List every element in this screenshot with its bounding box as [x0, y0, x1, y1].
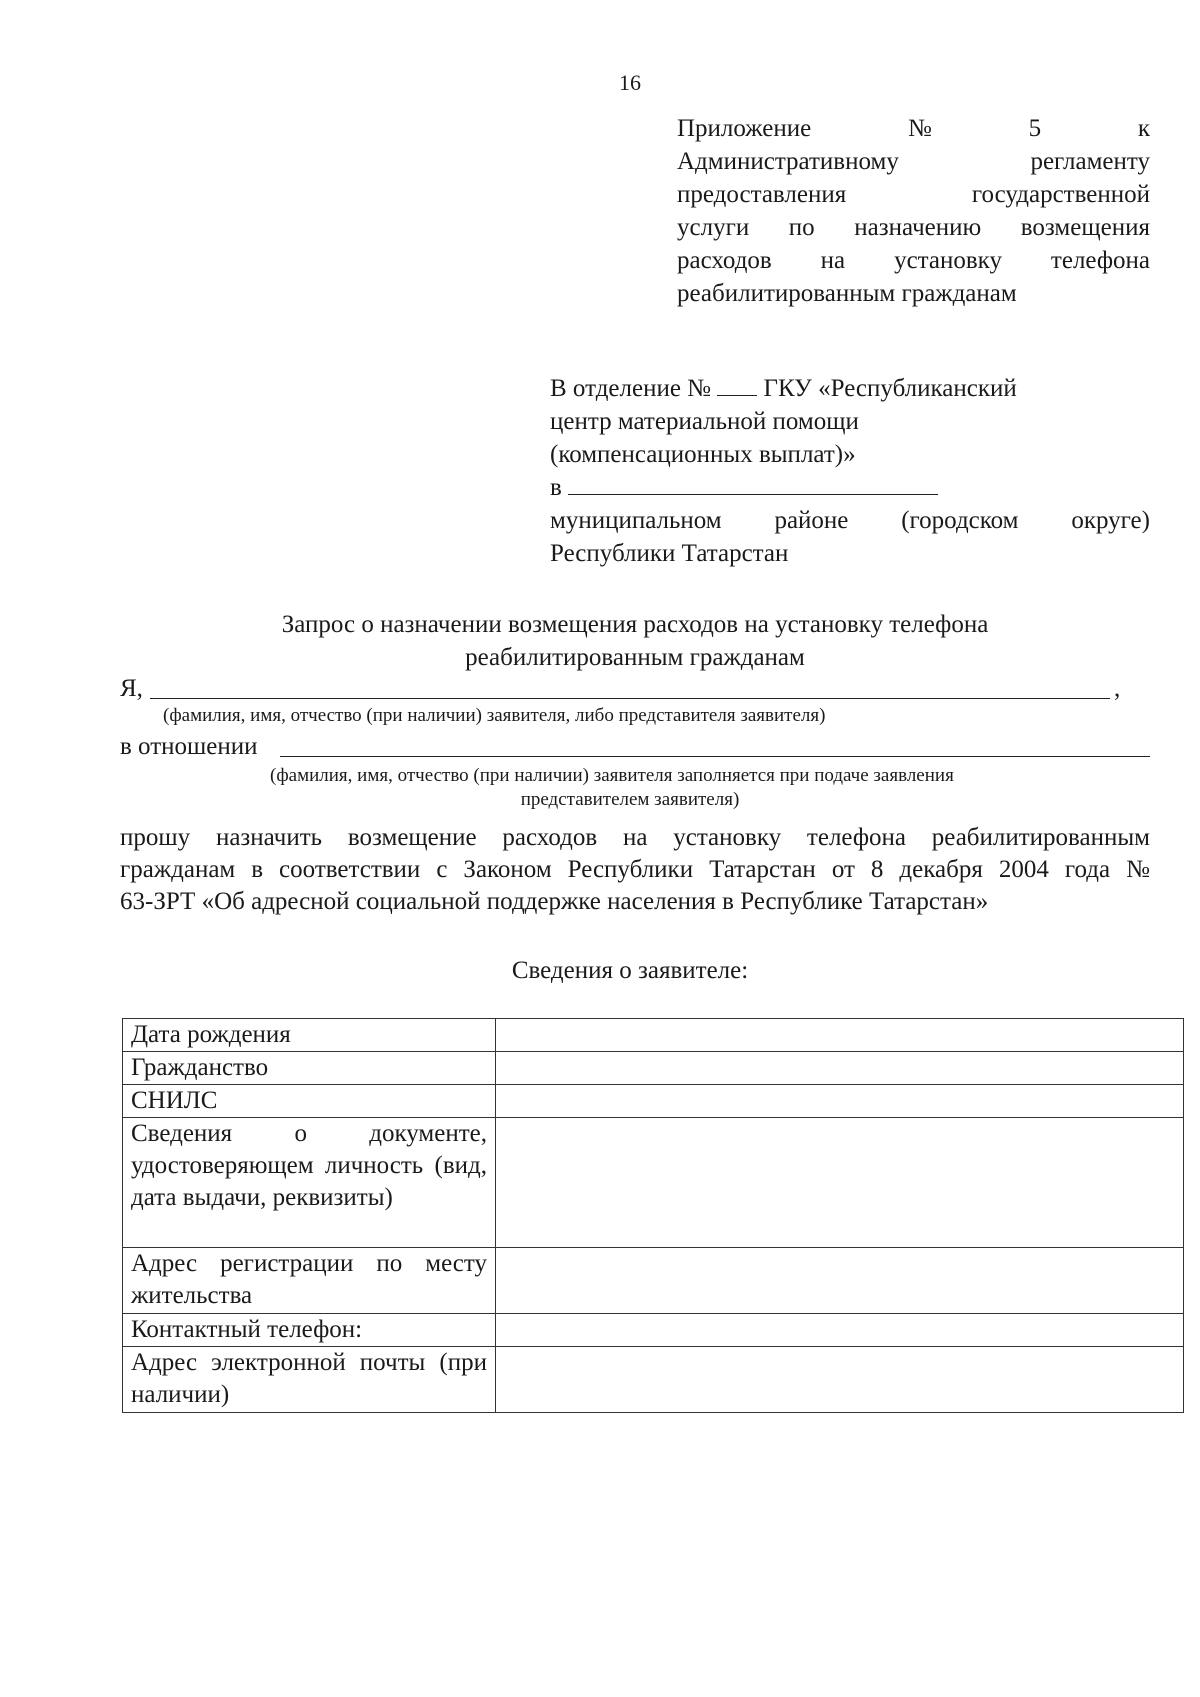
appendix-word: 5 — [1028, 115, 1042, 142]
request-word: года — [1064, 856, 1111, 883]
appendix-line — [677, 211, 1150, 244]
appendix-block — [677, 112, 1150, 310]
request-word: декабря — [899, 856, 983, 883]
applicant-hint: (фамилия, имя, отчество (при наличии) заявителя, либо представителя заявителя) — [163, 705, 826, 726]
applicant-line — [120, 675, 1150, 705]
addressee-line — [550, 471, 1150, 504]
row-value-cell[interactable] — [496, 1019, 1184, 1052]
page-number: 16 — [619, 70, 641, 95]
request-word: прошу — [120, 824, 191, 851]
table-row — [123, 1052, 1184, 1085]
relation-prefix: в отношении — [120, 733, 258, 760]
addressee-institution: ГКУ «Республиканский — [763, 375, 1017, 402]
appendix-word: № — [907, 115, 932, 142]
relation-hint: (фамилия, имя, отчество (при наличии) заявителя заполняется при подаче заявления — [270, 765, 954, 786]
row-label: Адрес регистрации по месту жительства — [123, 1248, 496, 1314]
request-word: Татарстан — [709, 856, 816, 883]
row-value-cell[interactable] — [496, 1248, 1184, 1314]
request-word: от — [831, 856, 855, 883]
row-value-cell[interactable] — [496, 1347, 1184, 1413]
addressee-word: (городском — [901, 507, 1019, 534]
request-line: 63-ЗРТ «Об адресной социальной поддержке населения в Республике Татарстан» — [120, 888, 989, 915]
request-word: расходов — [502, 824, 598, 851]
request-word: установку — [673, 824, 782, 851]
row-value-cell[interactable] — [496, 1052, 1184, 1085]
appendix-word: предоставления — [677, 181, 847, 208]
relation-hint: представителем заявителя) — [520, 789, 740, 810]
request-word: в — [251, 856, 264, 883]
addressee-word: районе — [774, 507, 849, 534]
addressee-block — [550, 372, 1150, 570]
addressee-word: муниципальном — [550, 507, 722, 534]
request-line — [120, 822, 1150, 854]
request-word: телефона — [806, 824, 906, 851]
title-line: реабилитированным гражданам — [465, 644, 805, 671]
request-word: гражданам — [120, 856, 236, 883]
appendix-line: реабилитированным гражданам — [677, 280, 1017, 307]
appendix-line — [677, 112, 1150, 145]
appendix-word: установку — [894, 247, 1002, 274]
row-value-cell[interactable] — [496, 1118, 1184, 1248]
appendix-word: возмещения — [1020, 214, 1150, 241]
addressee-word: округе) — [1071, 507, 1150, 534]
row-label: СНИЛС — [123, 1085, 496, 1118]
appendix-word: назначению — [854, 214, 982, 241]
table-row — [123, 1085, 1184, 1118]
addressee-line: центр материальной помощи — [550, 408, 859, 435]
request-word: возмещение — [347, 824, 477, 851]
row-value-cell[interactable] — [496, 1314, 1184, 1347]
request-word: соответствии — [279, 856, 421, 883]
request-paragraph — [120, 822, 1150, 918]
request-word: на — [622, 824, 648, 851]
row-label: Контактный телефон: — [123, 1314, 496, 1347]
applicant-name-field[interactable] — [150, 678, 1110, 699]
addressee-line — [550, 504, 1150, 537]
request-word: 8 — [870, 856, 884, 883]
request-word: реабилитированным — [931, 824, 1150, 851]
row-label: Гражданство — [123, 1052, 496, 1085]
row-label: Сведения о документе, удостоверяющем личность (вид, дата выдачи, реквизиты) — [123, 1118, 496, 1248]
department-number-field[interactable] — [717, 375, 757, 396]
request-word: № — [1126, 856, 1150, 883]
table-row — [123, 1347, 1184, 1413]
row-value-cell[interactable] — [496, 1085, 1184, 1118]
appendix-word: государственной — [971, 181, 1150, 208]
addressee-line: (компенсационных выплат)» — [550, 441, 856, 468]
appendix-word: Приложение — [677, 115, 812, 142]
district-field[interactable] — [568, 474, 938, 495]
appendix-word: расходов — [677, 247, 772, 274]
table-row — [123, 1248, 1184, 1314]
request-word: с — [436, 856, 448, 883]
table-row — [123, 1314, 1184, 1347]
title-line: Запрос о назначении возмещения расходов на установку телефона — [281, 611, 989, 638]
table-row — [123, 1019, 1184, 1052]
applicant-suffix: , — [1114, 675, 1121, 702]
applicant-prefix: Я, — [120, 675, 143, 702]
appendix-word: на — [820, 247, 846, 274]
appendix-word: Административному — [677, 148, 899, 175]
row-label: Дата рождения — [123, 1019, 496, 1052]
appendix-word: по — [788, 214, 815, 241]
document-title — [120, 608, 1150, 674]
request-word: Республики — [567, 856, 694, 883]
appendix-line — [677, 244, 1150, 277]
appendix-line — [677, 145, 1150, 178]
request-word: назначить — [215, 824, 323, 851]
addressee-department-label: В отделение № — [550, 375, 712, 402]
row-label: Адрес электронной почты (при наличии) — [123, 1347, 496, 1413]
relation-name-field[interactable] — [280, 736, 1150, 757]
relation-line — [120, 733, 1150, 763]
addressee-in-label: в — [550, 474, 562, 501]
addressee-line — [550, 372, 1150, 405]
addressee-line: Республики Татарстан — [550, 540, 789, 567]
appendix-word: телефона — [1050, 247, 1150, 274]
request-word: Законом — [463, 856, 552, 883]
appendix-word: услуги — [677, 214, 750, 241]
appendix-word: к — [1137, 115, 1150, 142]
appendix-line — [677, 178, 1150, 211]
request-line — [120, 854, 1150, 886]
appendix-word: регламенту — [1030, 148, 1150, 175]
request-word: 2004 — [998, 856, 1049, 883]
section-title: Сведения о заявителе: — [511, 957, 749, 984]
applicant-info-table — [122, 1018, 1184, 1413]
table-row — [123, 1118, 1184, 1248]
